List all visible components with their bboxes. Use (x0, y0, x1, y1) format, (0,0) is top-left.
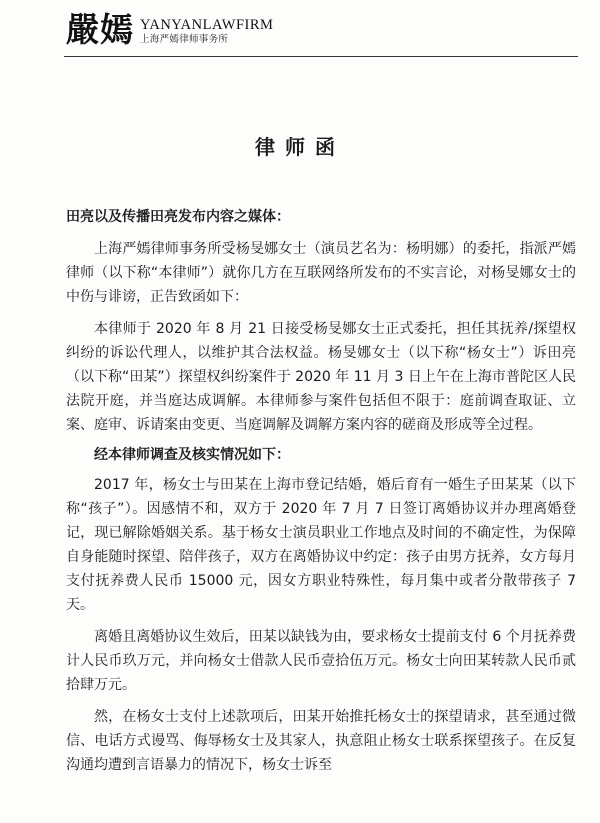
section-heading: 经本律师调查及核实情况如下： (94, 447, 290, 463)
finding-paragraph-obstruction: 然，在杨女士支付上述款项后，田某开始推托杨女士的探望请求，甚至通过微信、电话方式谩骂、侮辱杨女士及其家人，执意阻止杨女士联系探望孩子。在反复沟通均遭到言语暴力的情况下，杨女士诉至 (66, 709, 576, 773)
firm-name-block (140, 17, 273, 46)
firm-name-english: YANYANLAWFIRM (140, 17, 274, 33)
finding-paragraph-marriage: 2017 年，杨女士与田某在上海市登记结婚，婚后育有一婚生子田某某（以下称“孩子”）。因感情不和，双方于 2020 年 7 月 7 日签订离婚协议并办理离婚登记，现已解除婚姻关系。基于杨女士演员职业工作地点及时间的不确定性，为保障自身能随时探望、陪伴孩子，双方在离婚协议中约定：孩子由男方抚养，女方每月支付抚养费人民币 15000 元，因女方职业特殊性，每月集中或者分散带孩子 7 天。 (66, 477, 576, 613)
letter-body (66, 205, 576, 785)
finding-paragraph-payments: 离婚且离婚协议生效后，田某以缺钱为由，要求杨女士提前支付 6 个月抚养费计人民币玖万元，并向杨女士借款人民币壹拾伍万元。杨女士向田某转款人民币贰拾肆万元。 (66, 629, 576, 693)
engagement-paragraph: 本律师于 2020 年 8 月 21 日接受杨旻娜女士正式委托，担任其抚养/探望权纠纷的诉讼代理人，以维护其合法权益。杨旻娜女士（以下称“杨女士”）诉田亮（以下称“田某”）探望权纠纷案件于 2020 年 11 月 3 日上午在上海市普陀区人民法院开庭，并当庭达成调解。本律师参与案件包括但不限于：庭前调查取证、立案、庭审、诉请案由变更、当庭调解及调解方案内容的磋商及形成等全过程。 (66, 321, 576, 433)
addressee: 田亮以及传播田亮发布内容之媒体： (66, 209, 290, 225)
document-title: 律师函 (255, 135, 345, 159)
intro-paragraph: 上海严嫣律师事务所受杨旻娜女士（演员艺名为：杨明娜）的委托，指派严嫣律师（以下称“本律师”）就你几方在互联网络所发布的不实言论，对杨旻娜女士的中伤与诽谤，正告致函如下： (66, 241, 576, 305)
firm-logo: 嚴嫣 (66, 10, 134, 49)
letterhead-divider (64, 56, 578, 57)
letterhead (66, 12, 273, 48)
firm-name-chinese: 上海严嫣律师事务所 (140, 34, 229, 45)
